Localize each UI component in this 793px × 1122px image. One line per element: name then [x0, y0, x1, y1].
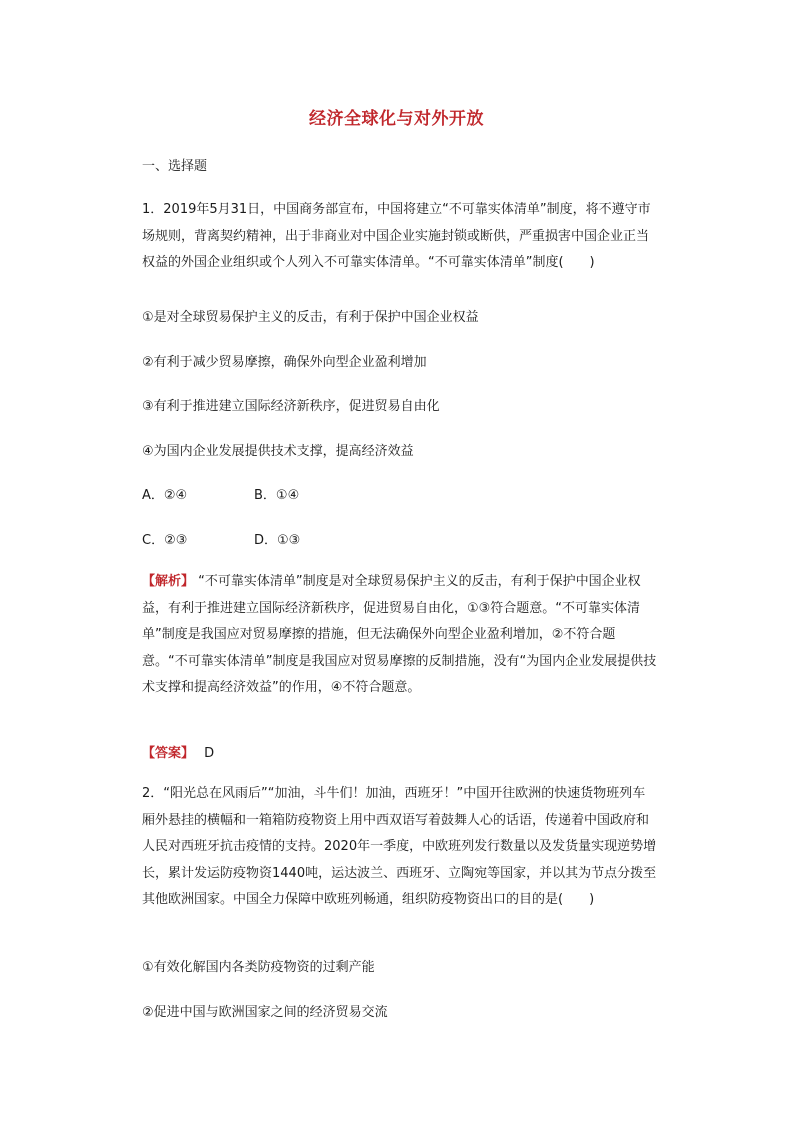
answer-label: 【答案】 [142, 746, 195, 761]
q1-item-2: ②有利于减少贸易摩擦，确保外向型企业盈利增加 [142, 355, 427, 370]
q1-answer [142, 744, 214, 764]
q1-option-a: A．②④ [142, 488, 188, 503]
q2-item-2: ②促进中国与欧洲国家之间的经济贸易交流 [142, 1005, 388, 1020]
q2-item-1: ①有效化解国内各类防疫物资的过剩产能 [142, 960, 375, 975]
q1-option-c: C．②③ [142, 533, 188, 548]
question-2-stem [142, 781, 658, 914]
q1-analysis [142, 569, 658, 702]
q1-option-b: B．①④ [254, 488, 300, 503]
q1-item-4: ④为国内企业发展提供技术支撑，提高经济效益 [142, 444, 414, 459]
analysis-label: 【解析】 [142, 574, 195, 589]
q1-item-1: ①是对全球贸易保护主义的反击，有利于保护中国企业权益 [142, 310, 479, 325]
analysis-text: “不可靠实体清单”制度是对全球贸易保护主义的反击，有利于保护中国企业权益，有利于推进建立国际经济新秩序，促进贸易自由化，①③符合题意。“不可靠实体清单”制度是我国应对贸易摩擦的措施，但无法确保外向型企业盈利增加，②不符合题意。“不可靠实体清单”制度是我国应对贸易摩擦的反制措施，没有“为国内企业发展提供技术支撑和提高经济效益”的作用，④不符合题意。 [142, 574, 657, 695]
section-heading: 一、选择题 [142, 159, 208, 174]
answer-value: D [204, 746, 215, 761]
document-title: 经济全球化与对外开放 [309, 109, 484, 129]
question-1-stem [142, 197, 658, 277]
q1-item-3: ③有利于推进建立国际经济新秩序，促进贸易自由化 [142, 399, 440, 414]
q1-option-d: D．①③ [254, 533, 301, 548]
question-1-stem-text: 1．2019年5月31日，中国商务部宣布，中国将建立“不可靠实体清单”制度，将不遵守市场规则，背离契约精神，出于非商业对中国企业实施封锁或断供，严重损害中国企业正当权益的外国企业组织或个人列入不可靠实体清单。“不可靠实体清单”制度( ) [142, 202, 651, 270]
question-2-stem-text: 2．“阳光总在风雨后”“加油，斗牛们！加油，西班牙！”中国开往欧洲的快速货物班列车厢外悬挂的横幅和一箱箱防疫物资上用中西双语写着鼓舞人心的话语，传递着中国政府和人民对西班牙抗击疫情的支持。2020年一季度，中欧班列发行数量以及发货量实现逆势增长，累计发运防疫物资1440吨，运达波兰、西班牙、立陶宛等国家，并以其为节点分拨至其他欧洲国家。中国全力保障中欧班列畅通，组织防疫物资出口的目的是( ) [142, 786, 657, 907]
